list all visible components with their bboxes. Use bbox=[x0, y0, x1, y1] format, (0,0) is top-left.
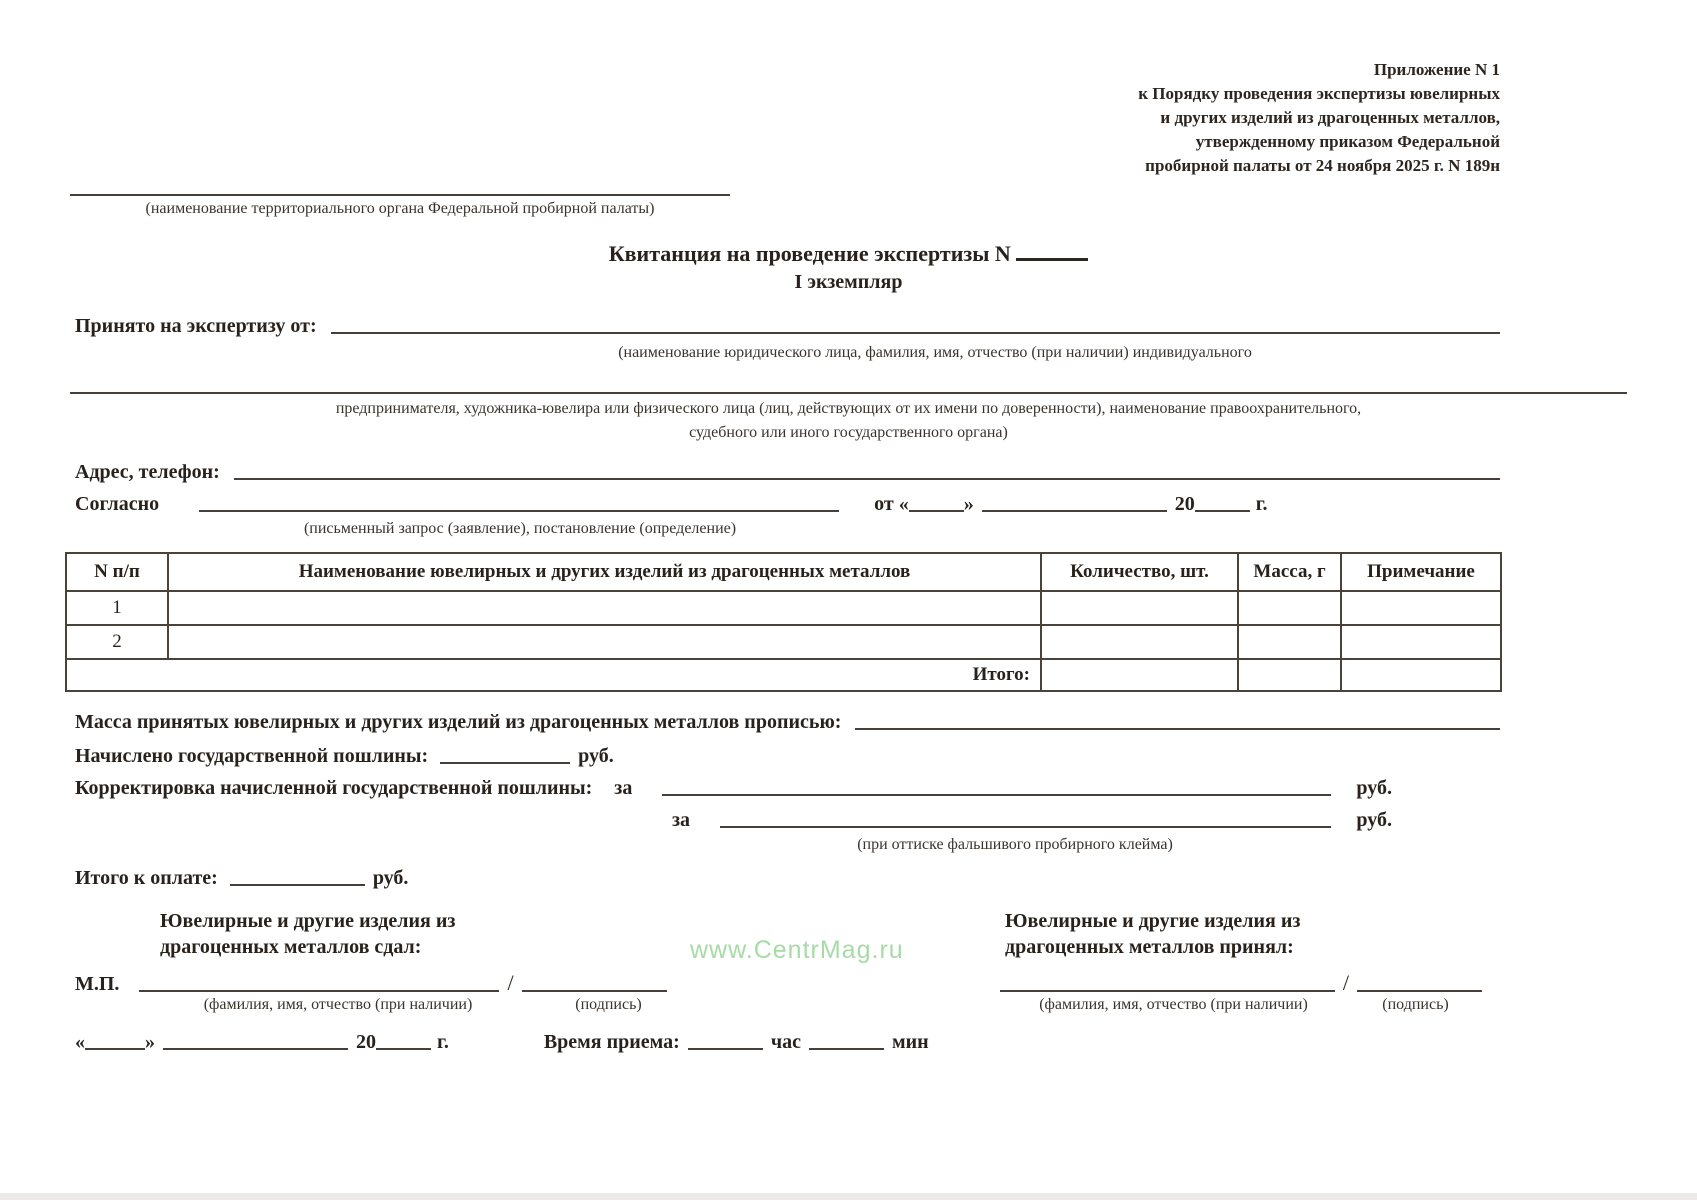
footer-day-blank bbox=[85, 1048, 145, 1050]
right-name-blank-line bbox=[1000, 990, 1335, 992]
total-due-amount-blank bbox=[230, 884, 365, 886]
caption-row-spacer bbox=[689, 996, 998, 1014]
handover-right-header bbox=[1005, 908, 1300, 960]
total-mass-cell bbox=[1238, 659, 1341, 691]
total-label: Итого: bbox=[66, 659, 1041, 691]
accepted-from-caption-2: предпринимателя, художника-ювелира или физического лица (лиц, действующих от их имени по доверенности), наименование правоохранительного, bbox=[335, 400, 1362, 417]
left-slash: / bbox=[507, 970, 514, 995]
watermark: www.CentrMag.ru bbox=[690, 936, 904, 964]
correction-label: Корректировка начисленной государственной пошлины: bbox=[75, 777, 593, 799]
appendix-line-5: пробирной палаты от 24 ноября 2025 г. N 189н bbox=[1145, 156, 1500, 175]
receipt-number-blank bbox=[1016, 258, 1088, 261]
mass-in-words-row bbox=[75, 708, 1500, 734]
org-name-blank-line bbox=[70, 194, 730, 196]
footer-row bbox=[75, 1028, 1697, 1054]
signature-captions bbox=[148, 996, 1482, 1014]
handover-right-line2: драгоценных металлов принял: bbox=[1005, 936, 1294, 958]
total-due-label: Итого к оплате: bbox=[75, 867, 218, 889]
hour-blank bbox=[688, 1048, 763, 1050]
left-signature-blank-line bbox=[522, 990, 667, 992]
accepted-from-caption-3: судебного или иного государственного органа) bbox=[689, 424, 1008, 441]
minute-blank bbox=[809, 1048, 884, 1050]
date-year-prefix: 20 bbox=[1174, 493, 1195, 515]
date-month-blank bbox=[982, 510, 1167, 512]
left-sign-caption: (подпись) bbox=[575, 996, 642, 1013]
row2-note-cell bbox=[1341, 625, 1501, 659]
accepted-from-row bbox=[75, 312, 1500, 338]
date-day-blank bbox=[909, 510, 964, 512]
mass-in-words-label: Масса принятых ювелирных и других изделий из драгоценных металлов прописью: bbox=[75, 711, 842, 733]
row2-mass-cell bbox=[1238, 625, 1341, 659]
items-table bbox=[65, 552, 1502, 692]
address-label: Адрес, телефон: bbox=[75, 461, 220, 483]
address-row bbox=[75, 458, 1500, 484]
footer-year-suffix: г. bbox=[437, 1031, 449, 1053]
row2-name-cell bbox=[168, 625, 1041, 659]
stamp-label: М.П. bbox=[75, 973, 120, 995]
according-label: Согласно bbox=[75, 493, 160, 515]
col-header-note: Примечание bbox=[1341, 553, 1501, 591]
handover-headers bbox=[160, 908, 1697, 960]
total-due-row bbox=[75, 864, 1500, 890]
row1-qty-cell bbox=[1041, 591, 1238, 625]
document-title-text: Квитанция на проведение экспертизы N bbox=[608, 241, 1011, 266]
footer-month-blank bbox=[163, 1048, 348, 1050]
appendix-line-3: и других изделий из драгоценных металлов, bbox=[1160, 108, 1500, 127]
total-note-cell bbox=[1341, 659, 1501, 691]
mass-in-words-blank-line bbox=[855, 728, 1500, 730]
col-header-quantity: Количество, шт. bbox=[1041, 553, 1238, 591]
accepted-from-blank-line bbox=[331, 332, 1500, 334]
right-slash: / bbox=[1342, 970, 1349, 995]
row2-num: 2 bbox=[66, 625, 168, 659]
duty-currency: руб. bbox=[578, 745, 614, 767]
handover-left-line1: Ювелирные и другие изделия из bbox=[160, 910, 456, 932]
duty-amount-blank bbox=[440, 762, 570, 764]
right-signature-blank-line bbox=[1357, 990, 1482, 992]
document-title bbox=[0, 240, 1697, 268]
minute-label: мин bbox=[891, 1031, 929, 1053]
right-name-caption: (фамилия, имя, отчество (при наличии) bbox=[1039, 996, 1308, 1013]
copy-label: I экземпляр bbox=[794, 271, 903, 293]
accepted-from-blank-line-2 bbox=[70, 392, 1627, 394]
address-blank-line bbox=[234, 478, 1500, 480]
footer-year-blank bbox=[376, 1048, 431, 1050]
duty-row bbox=[75, 742, 1500, 768]
scan-edge-artifact bbox=[0, 1193, 1697, 1200]
correction-currency-2: руб. bbox=[1356, 809, 1392, 831]
row1-name-cell bbox=[168, 591, 1041, 625]
correction-caption: (при оттиске фальшивого пробирного клейма) bbox=[857, 836, 1173, 853]
according-caption: (письменный запрос (заявление), постановление (определение) bbox=[303, 520, 737, 537]
correction-blank-line-1 bbox=[662, 794, 1331, 796]
correction-za-2: за bbox=[672, 809, 691, 831]
table-row-2 bbox=[66, 625, 1501, 659]
left-name-caption: (фамилия, имя, отчество (при наличии) bbox=[203, 996, 473, 1013]
accepted-from-label: Принято на экспертизу от: bbox=[75, 315, 317, 337]
appendix-line-1: Приложение N 1 bbox=[1373, 60, 1500, 79]
appendix-line-2: к Порядку проведения экспертизы ювелирных bbox=[1138, 84, 1500, 103]
appendix-line-4: утвержденному приказом Федеральной bbox=[1195, 132, 1500, 151]
footer-date-close: » bbox=[145, 1031, 155, 1053]
correction-blank-line-2 bbox=[720, 826, 1331, 828]
appendix-note bbox=[0, 58, 1500, 178]
col-header-item-name: Наименование ювелирных и других изделий из драгоценных металлов bbox=[168, 553, 1041, 591]
correction-currency-1: руб. bbox=[1356, 777, 1392, 799]
row1-note-cell bbox=[1341, 591, 1501, 625]
org-name-field bbox=[70, 194, 730, 218]
total-qty-cell bbox=[1041, 659, 1238, 691]
right-sign-caption: (подпись) bbox=[1382, 996, 1449, 1013]
table-total-row bbox=[66, 659, 1501, 691]
reception-time-label: Время приема: bbox=[543, 1031, 680, 1053]
date-year-blank bbox=[1195, 510, 1250, 512]
row1-mass-cell bbox=[1238, 591, 1341, 625]
date-from-label: от « bbox=[874, 493, 909, 515]
according-document-blank-line bbox=[199, 510, 839, 512]
title-block bbox=[0, 240, 1697, 294]
total-due-currency: руб. bbox=[372, 867, 409, 889]
left-name-blank-line bbox=[139, 990, 499, 992]
handover-right-line1: Ювелирные и другие изделия из bbox=[1005, 910, 1301, 932]
col-header-num: N п/п bbox=[66, 553, 168, 591]
accepted-from-caption-1: (наименование юридического лица, фамилия, имя, отчество (при наличии) индивидуального bbox=[618, 344, 1252, 361]
footer-date-open: « bbox=[75, 1031, 85, 1053]
row1-num: 1 bbox=[66, 591, 168, 625]
table-row-1 bbox=[66, 591, 1501, 625]
date-year-suffix: г. bbox=[1255, 493, 1268, 515]
footer-year: 20 bbox=[356, 1031, 376, 1053]
org-name-caption: (наименование территориального органа Федеральной пробирной палаты) bbox=[145, 200, 655, 217]
row2-qty-cell bbox=[1041, 625, 1238, 659]
table-header-row bbox=[66, 553, 1501, 591]
duty-label: Начислено государственной пошлины: bbox=[75, 745, 429, 767]
signature-row bbox=[75, 968, 1482, 996]
according-row bbox=[75, 490, 1500, 516]
date-close-quote: » bbox=[963, 493, 974, 515]
hour-label: час bbox=[770, 1031, 801, 1053]
col-header-mass: Масса, г bbox=[1238, 553, 1341, 591]
handover-left-line2: драгоценных металлов сдал: bbox=[160, 936, 422, 958]
correction-row-1 bbox=[75, 774, 1392, 800]
correction-za-1: за bbox=[614, 777, 633, 799]
correction-row-2 bbox=[672, 806, 1392, 832]
